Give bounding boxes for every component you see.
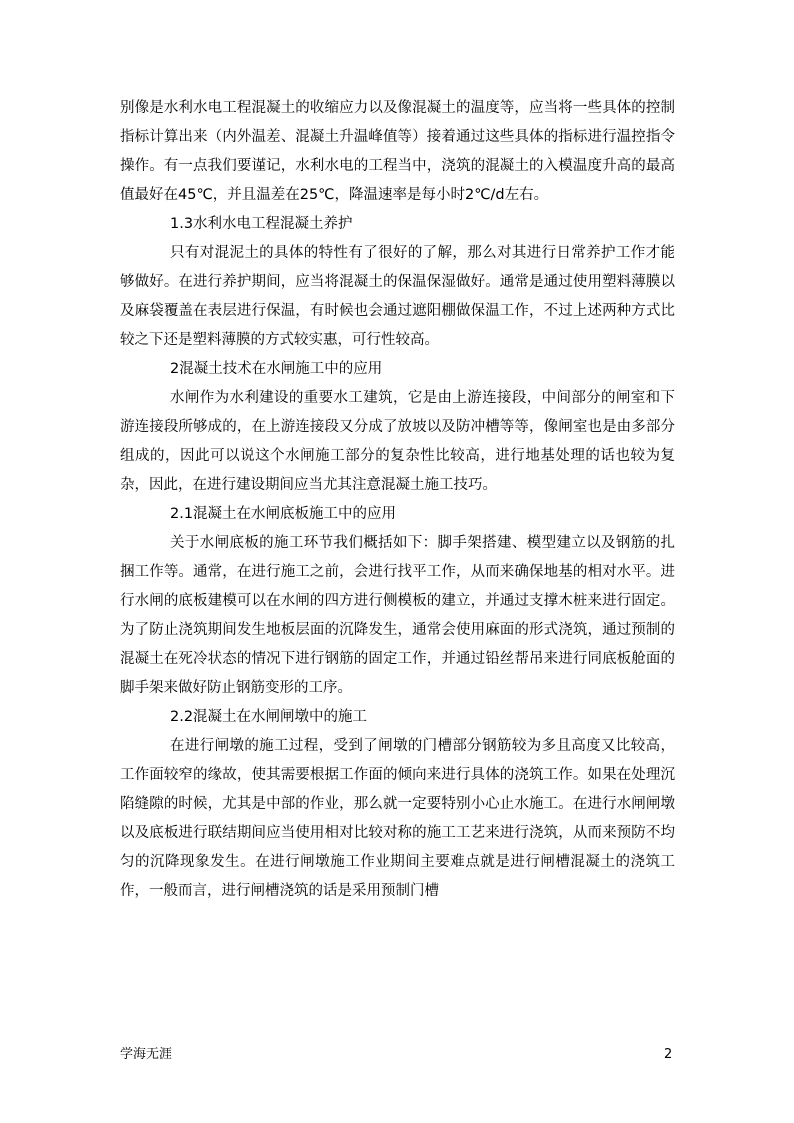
document-body bbox=[120, 94, 675, 906]
heading-1-3-concrete-curing: 1.3水利水电工程混凝土养护 bbox=[170, 216, 353, 232]
heading-2-1-sluice-floor: 2.1混凝土在水闸底板施工中的应用 bbox=[170, 506, 397, 522]
paragraph-sluice-pier: 在进行闸墩的施工过程，受到了闸墩的门槽部分钢筋较为多且高度又比较高，工作面较窄的缘故，使其需要根据工作面的倾向来进行具体的浇筑工作。如果在处理沉陷缝隙的时候，尤其是中部的作业，那么就一定要特别小心止水施工。在进行水闸闸墩以及底板进行联结期间应当使用相对比较对称的施工工艺来进行浇筑，从而来预防不均匀的沉降现象发生。在进行闸墩施工作业期间主要难点就是进行闸槽混凝土的浇筑工作，一般而言，进行闸槽浇筑的话是采用预制门槽 bbox=[120, 738, 675, 899]
heading-2-sluice-application: 2混凝土技术在水闸施工中的应用 bbox=[170, 361, 383, 377]
paragraph-sluice-floor: 关于水闸底板的施工环节我们概括如下：脚手架搭建、模型建立以及钢筋的扎捆工作等。通常，在进行施工之前，会进行找平工作，从而来确保地基的相对水平。进行水闸的底板建模可以在水闸的四方进行侧模板的建立，并通过支撑木桩来进行固定。为了防止浇筑期间发生地板层面的沉降发生，通常会使用麻面的形式浇筑，通过预制的混凝土在死冷状态的情况下进行钢筋的固定工作，并通过铅丝帮吊来进行同底板舱面的脚手架来做好防止钢筋变形的工序。 bbox=[120, 535, 675, 696]
footer-label: 学海无涯 bbox=[120, 1047, 173, 1062]
heading-2-2-sluice-pier: 2.2混凝土在水闸闸墩中的施工 bbox=[170, 709, 368, 725]
paragraph-temperature-control: 别像是水利水电工程混凝土的收缩应力以及像混凝土的温度等，应当将一些具体的控制指标计算出来（内外温差、混凝土升温峰值等）接着通过这些具体的指标进行温控指令操作。有一点我们要谨记，水利水电的工程当中，浇筑的混凝土的入模温度升高的最高值最好在45℃，并且温差在25℃，降温速率是每小时2℃/d左右。 bbox=[120, 100, 675, 203]
page-number: 2 bbox=[664, 1047, 673, 1062]
paragraph-curing: 只有对混泥土的具体的特性有了很好的了解，那么对其进行日常养护工作才能够做好。在进行养护期间，应当将混凝土的保温保湿做好。通常是通过使用塑料薄膜以及麻袋覆盖在表层进行保温，有时候也会通过遮阳棚做保温工作，不过上述两种方式比较之下还是塑料薄膜的方式较实惠，可行性较高。 bbox=[120, 245, 675, 348]
paragraph-sluice-structure: 水闸作为水利建设的重要水工建筑，它是由上游连接段，中间部分的闸室和下游连接段所够成的，在上游连接段又分成了放坡以及防冲槽等等，像闸室也是由多部分组成的，因此可以说这个水闸施工部分的复杂性比较高，进行地基处理的话也较为复杂，因此，在进行建设期间应当尤其注意混凝土施工技巧。 bbox=[120, 390, 675, 493]
